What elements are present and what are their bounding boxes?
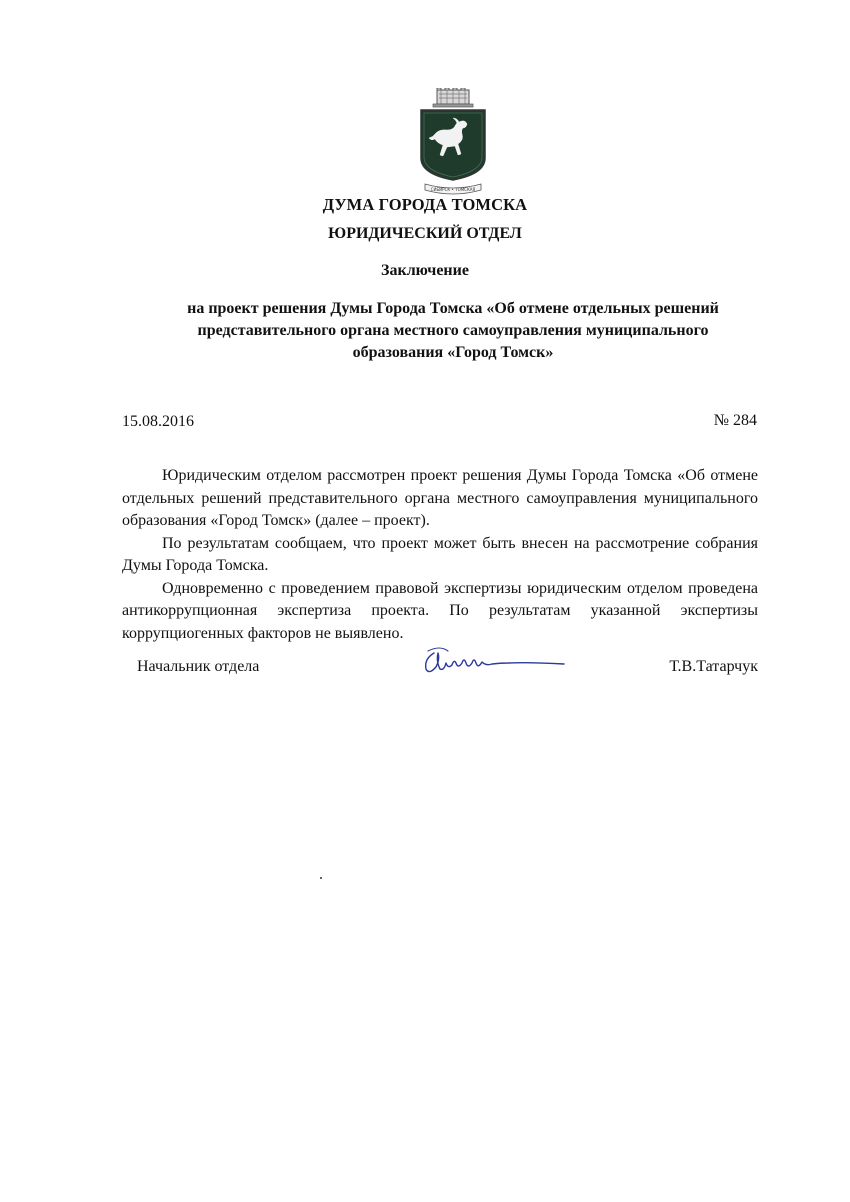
city-coat-of-arms-emblem: [415, 88, 491, 196]
body-paragraph: По результатам сообщаем, что проект может быть внесен на рассмотрение собрания Думы Города Томска.: [122, 534, 758, 574]
ribbon-text: СИБИРСК • ТОМСКАЯ: [430, 187, 476, 192]
handwritten-signature: [412, 643, 580, 681]
body-paragraph: Одновременно с проведением правовой экспертизы юридическим отделом проведена антикоррупционная экспертиза проекта. По результатам указанной экспертизы коррупциогенных факторов не выявлено.: [122, 579, 758, 642]
subject-line: на проект решения Думы Города Томска «Об отмене отдельных решений: [187, 300, 719, 317]
organization-name: ДУМА ГОРОДА ТОМСКА: [322, 195, 528, 214]
document-title: Заключение: [381, 262, 469, 279]
scan-speck: [320, 877, 322, 879]
document-date: 15.08.2016: [122, 413, 194, 430]
document-body: [122, 465, 758, 645]
ribbon-icon: [425, 184, 481, 194]
document-subject: [120, 298, 786, 364]
signer-name: Т.В.Татарчук: [669, 658, 758, 675]
subject-line: представительного органа местного самоуправления муниципального: [197, 322, 709, 339]
subject-line: образования «Город Томск»: [352, 344, 554, 361]
document-number: № 284: [713, 412, 757, 429]
department-name: ЮРИДИЧЕСКИЙ ОТДЕЛ: [328, 225, 522, 242]
body-paragraph: Юридическим отделом рассмотрен проект решения Думы Города Томска «Об отмене отдельных решений представительного органа местного самоуправления муниципального образования «Город Томск» (далее – проект).: [122, 467, 758, 529]
crown-icon: [433, 88, 473, 107]
signer-position: Начальник отдела: [137, 658, 260, 675]
